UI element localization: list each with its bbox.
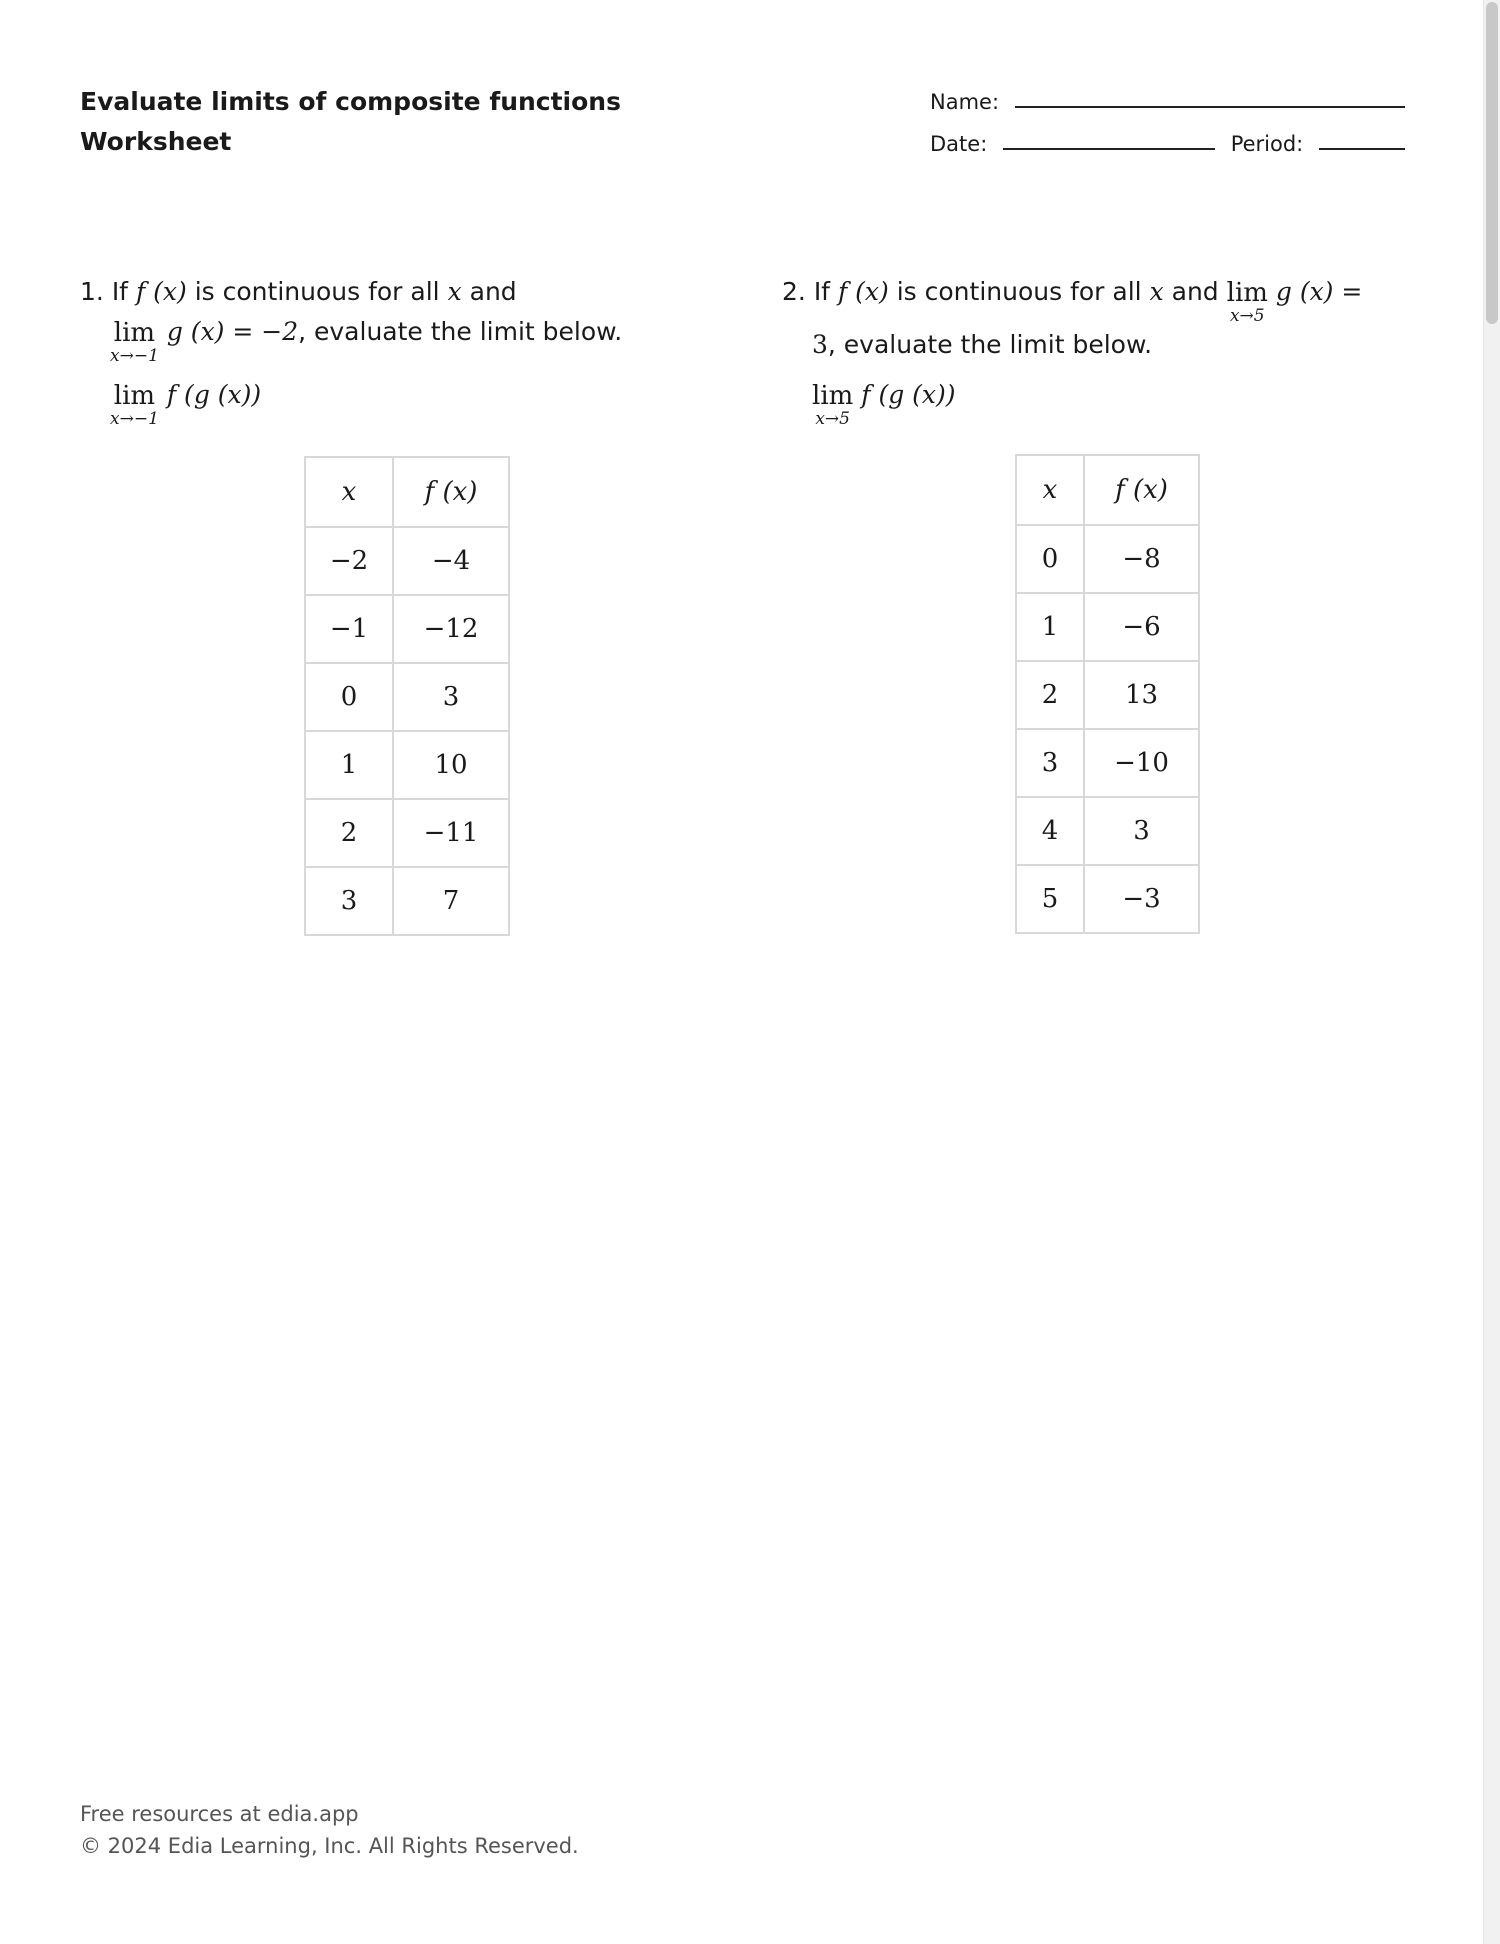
problem-2-given-value	[782, 325, 1402, 365]
variable-x: x	[447, 277, 462, 306]
f-value: −6	[1084, 593, 1199, 661]
date-label: Date:	[930, 132, 988, 156]
x-value: −1	[305, 595, 393, 663]
problem-2-limit-to-evaluate	[782, 375, 1402, 428]
problem-1-given-limit	[80, 312, 690, 365]
header-f-of-x: f (x)	[393, 457, 509, 527]
table-row	[305, 867, 509, 935]
if-text: If	[111, 277, 128, 306]
title-line-1: Evaluate limits of composite functions	[80, 87, 621, 116]
table-row	[1016, 593, 1199, 661]
lim-subscript: x→−1	[110, 409, 159, 429]
given-limit-expression: g (x) =	[1275, 277, 1363, 306]
title-line-2: Worksheet	[80, 127, 232, 156]
problem-1	[80, 272, 690, 428]
table-row	[1016, 661, 1199, 729]
lim-subscript: x→5	[815, 409, 850, 429]
period-label: Period:	[1230, 132, 1304, 156]
table-row	[1016, 865, 1199, 933]
worksheet-title	[80, 82, 621, 162]
f-value: −3	[1084, 865, 1199, 933]
table-row	[305, 731, 509, 799]
x-value: 2	[305, 799, 393, 867]
x-value: 0	[1016, 525, 1084, 593]
x-value: 1	[305, 731, 393, 799]
evaluate-text: , evaluate the limit below.	[827, 330, 1153, 359]
and-text: and	[469, 277, 517, 306]
lim-word: lim	[113, 318, 156, 348]
footer-resources-text: Free resources at edia.app	[80, 1802, 359, 1826]
name-label: Name:	[930, 90, 1000, 114]
f-value: −8	[1084, 525, 1199, 593]
x-value: 4	[1016, 797, 1084, 865]
given-limit-expression: g (x) = −2	[166, 317, 299, 346]
name-field-row	[930, 88, 1405, 114]
f-value: −12	[393, 595, 509, 663]
f-value: 13	[1084, 661, 1199, 729]
vertical-scrollbar[interactable]	[1483, 0, 1500, 1944]
problem-number: 2.	[782, 277, 806, 306]
date-period-row	[930, 130, 1405, 156]
x-value: 1	[1016, 593, 1084, 661]
and-text: and	[1171, 277, 1219, 306]
lim-word: lim	[1226, 278, 1268, 308]
limit-operator	[110, 375, 159, 428]
problem-2	[782, 272, 1402, 428]
x-value: 3	[1016, 729, 1084, 797]
table-row	[1016, 525, 1199, 593]
footer-copyright: © 2024 Edia Learning, Inc. All Rights Reserved.	[80, 1834, 579, 1858]
table-header-row	[1016, 455, 1199, 525]
x-value: 0	[305, 663, 393, 731]
header-x: x	[1016, 455, 1084, 525]
problem-1-limit-to-evaluate	[80, 375, 690, 428]
f-value: −10	[1084, 729, 1199, 797]
limit-operator	[110, 312, 159, 365]
continuous-text: is continuous for all	[896, 277, 1142, 306]
composite-expression: f (g (x))	[861, 380, 956, 409]
footer	[80, 1798, 579, 1862]
problem-1-statement	[80, 272, 690, 312]
table-row	[1016, 729, 1199, 797]
lim-word: lim	[113, 381, 156, 411]
lim-word: lim	[812, 381, 854, 411]
f-value: 7	[393, 867, 509, 935]
problem-2-statement	[782, 272, 1402, 325]
f-value: −11	[393, 799, 509, 867]
x-value: 5	[1016, 865, 1084, 933]
table-header-row	[305, 457, 509, 527]
x-value: −2	[305, 527, 393, 595]
problem-2-value-table	[1015, 454, 1200, 934]
table-row	[305, 595, 509, 663]
lim-subscript: x→5	[1229, 306, 1265, 326]
x-value: 2	[1016, 661, 1084, 729]
table-row	[305, 527, 509, 595]
problem-number: 1.	[80, 277, 104, 306]
scrollbar-thumb[interactable]	[1486, 2, 1498, 324]
f-value: 3	[393, 663, 509, 731]
variable-x: x	[1149, 277, 1164, 306]
f-value: 3	[1084, 797, 1199, 865]
problem-1-value-table	[304, 456, 510, 936]
period-field[interactable]	[1319, 148, 1405, 150]
continuous-text: is continuous for all	[194, 277, 440, 306]
evaluate-text: , evaluate the limit below.	[298, 317, 623, 346]
student-info-fields	[930, 88, 1405, 172]
table-row	[305, 663, 509, 731]
name-field[interactable]	[1015, 106, 1405, 108]
limit-operator	[1227, 272, 1268, 325]
x-value: 3	[305, 867, 393, 935]
table-row	[305, 799, 509, 867]
if-text: If	[813, 277, 830, 306]
date-field[interactable]	[1003, 148, 1214, 150]
f-value: 10	[393, 731, 509, 799]
lim-subscript: x→−1	[110, 346, 159, 366]
given-limit-value: 3	[812, 330, 828, 359]
f-of-x-expression: f (x)	[135, 277, 187, 306]
composite-expression: f (g (x))	[166, 380, 262, 409]
table-row	[1016, 797, 1199, 865]
header-f-of-x: f (x)	[1084, 455, 1199, 525]
header-x: x	[305, 457, 393, 527]
f-of-x-expression: f (x)	[837, 277, 889, 306]
f-value: −4	[393, 527, 509, 595]
limit-operator	[812, 375, 853, 428]
